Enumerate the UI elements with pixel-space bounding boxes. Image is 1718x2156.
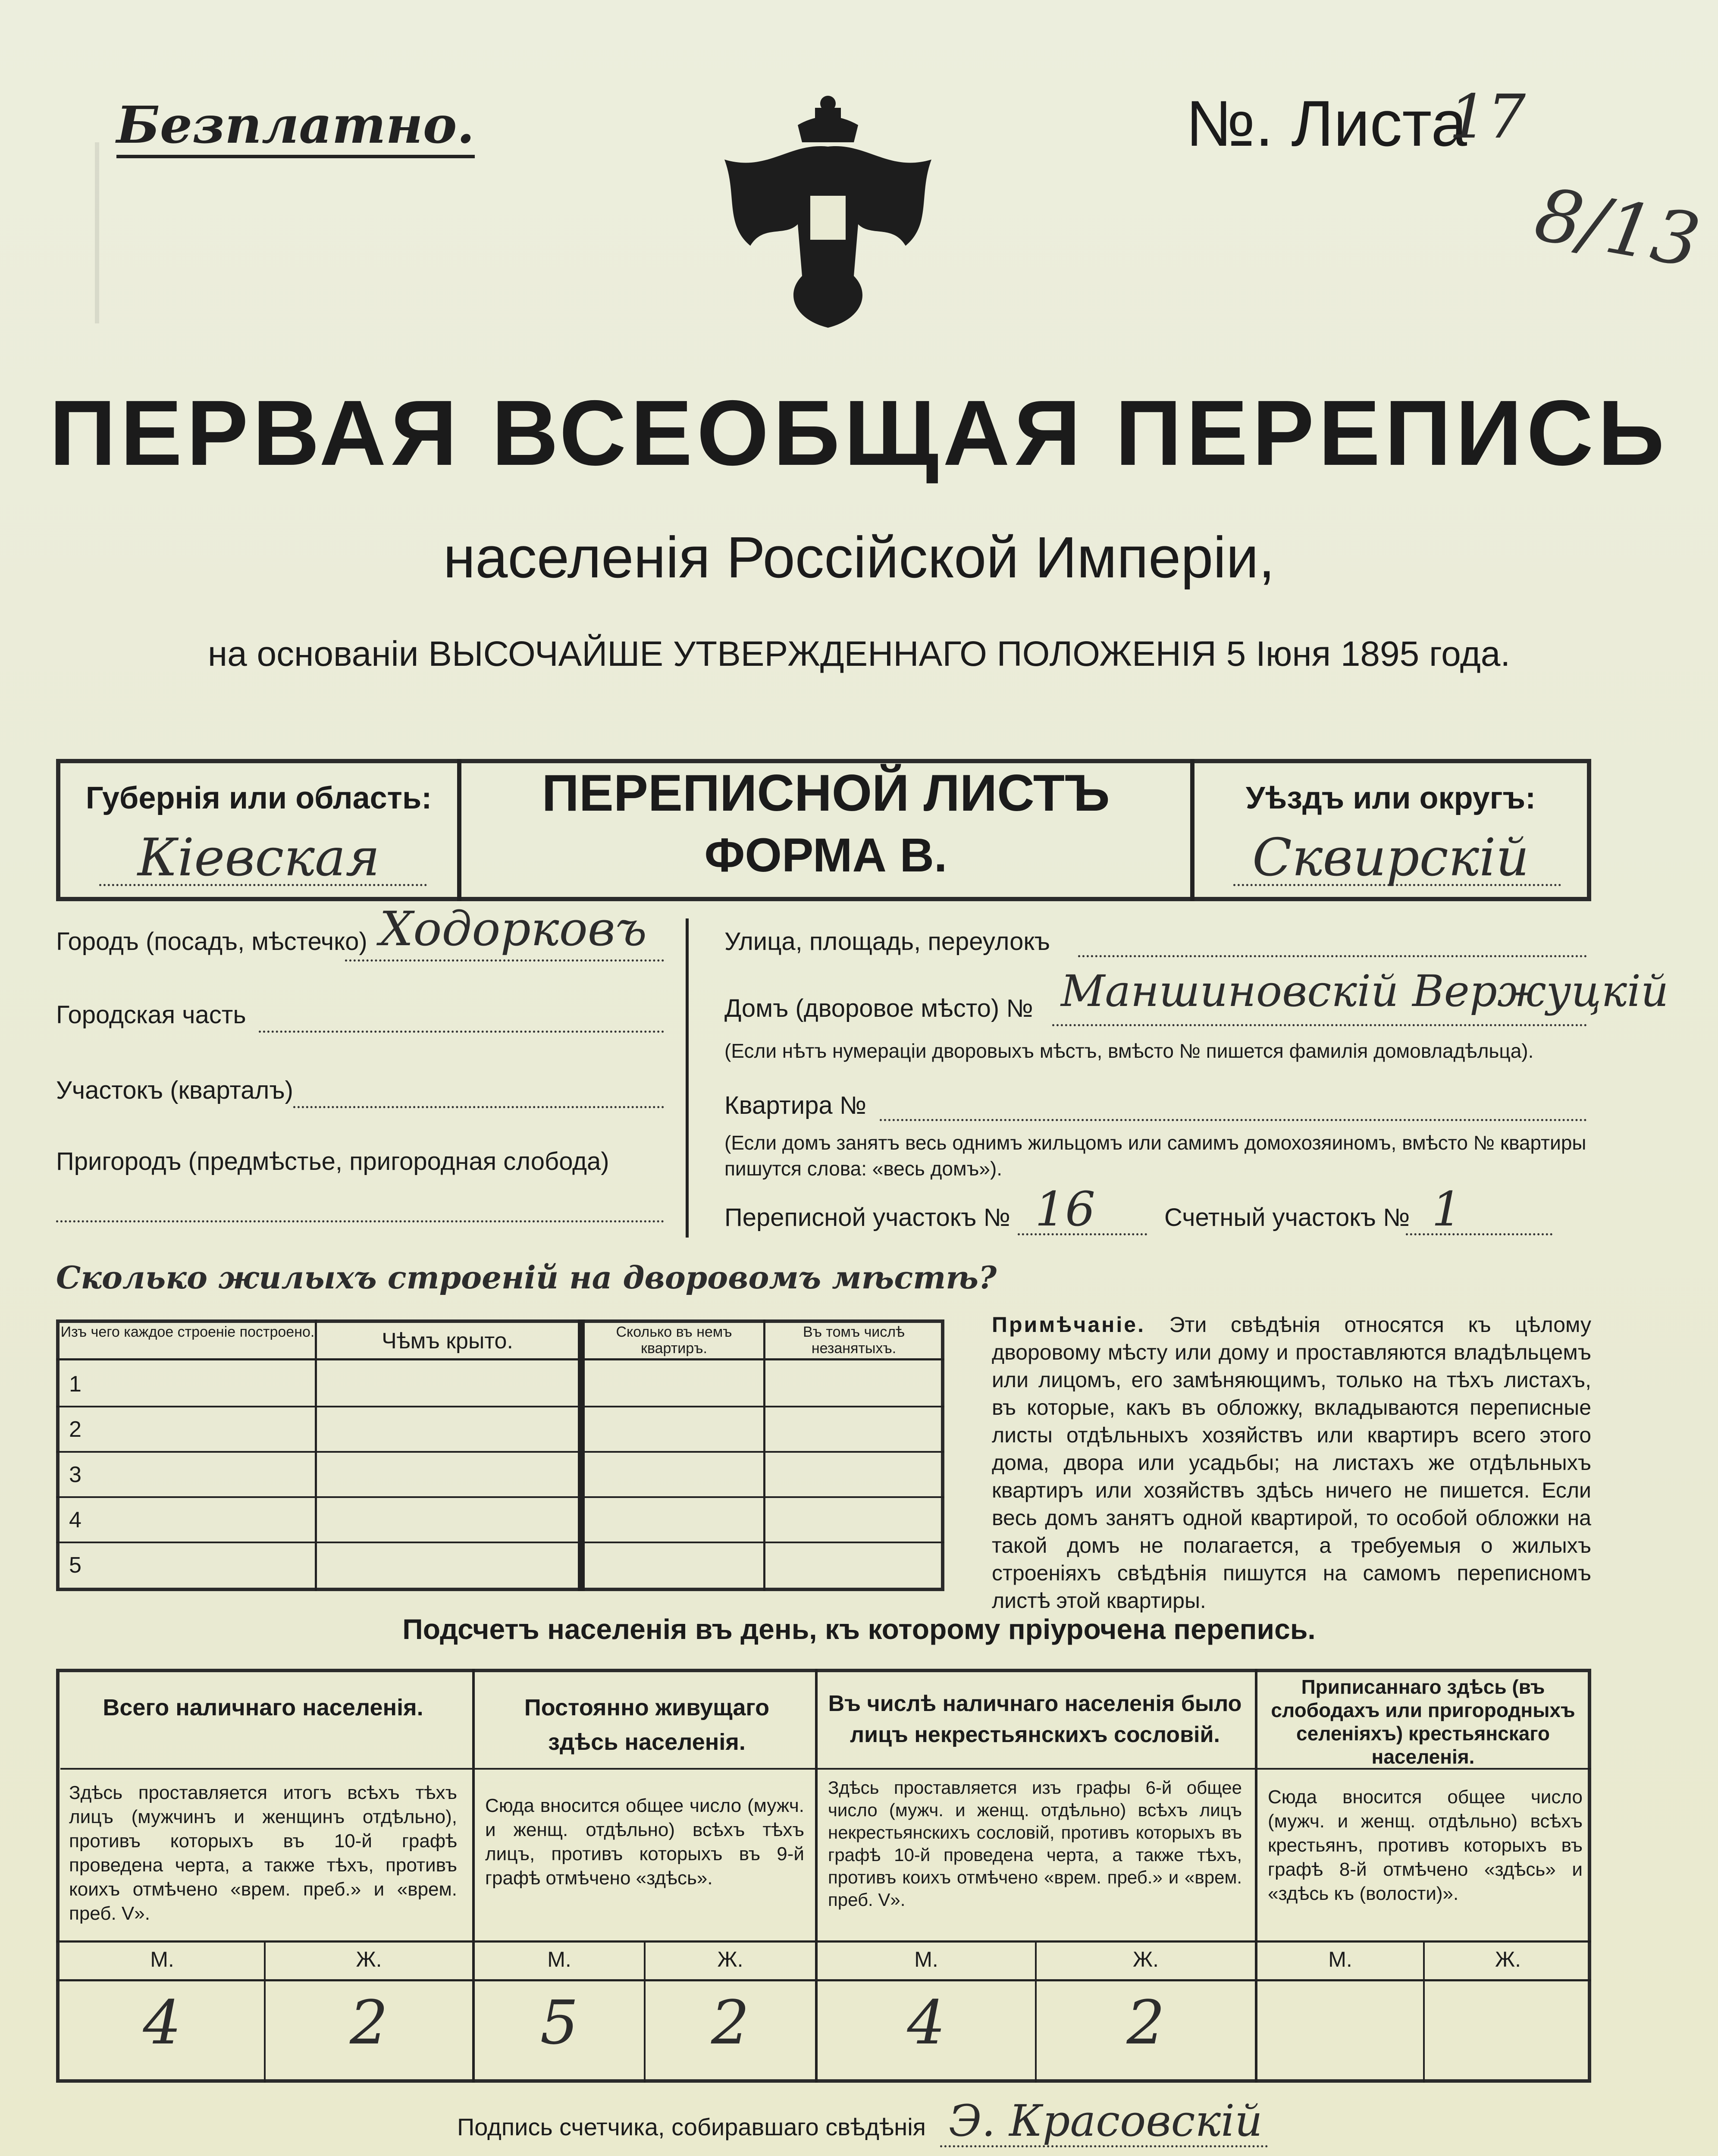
census-district-label: Переписной участокъ №: [724, 1203, 1010, 1232]
buildings-row-3: 3: [69, 1462, 82, 1487]
note-title: Примѣчаніе.: [992, 1313, 1145, 1337]
form-sheet-title: ПЕРЕПИСНОЙ ЛИСТЪ: [542, 764, 1110, 822]
count-col4-head: Приписаннаго здѣсь (въ слободахъ или пригородныхъ селеніяхъ) крестьянскаго населенія.: [1271, 1676, 1575, 1768]
count-title: Подсчетъ населенія въ день, къ которому пріурочена перепись.: [402, 1613, 1316, 1645]
buildings-header-material: Изъ чего каждое строеніе построено.: [60, 1324, 315, 1340]
city-label: Городъ (посадъ, мѣстечко): [56, 928, 367, 956]
buildings-row-1: 1: [69, 1372, 82, 1397]
count-col4-text: Сюда вносится общее число (мужч. и женщ. отдѣльно) всѣхъ крестьянъ, противъ которыхъ въ графѣ 8-й отмѣчено «здѣсь» и «здѣсь къ (волости)».: [1268, 1786, 1583, 1904]
count-col3-text: Здѣсь проставляется изъ графы 6-й общее число (мужч. и женщ. отдѣльно) всѣхъ лицъ некрестьянскихъ сословій, противъ которыхъ въ графѣ 10-й проведена черта, а также тѣхъ, противъ коихъ отмѣчено «врем. преб.» и «врем. преб. V».: [828, 1777, 1242, 1910]
count-col2-f-label: Ж.: [717, 1947, 743, 1971]
buildings-header-apartments: Сколько въ немъ квартиръ.: [616, 1324, 732, 1357]
main-title: ПЕРВАЯ ВСЕОБЩАЯ ПЕРЕПИСЬ: [49, 381, 1669, 485]
apartment-label: Квартира №: [724, 1091, 866, 1119]
bleed-through: [95, 142, 315, 323]
count-col2-text: Сюда вносится общее число (мужч. и женщ. отдѣльно) всѣхъ тѣхъ лицъ, противъ которыхъ въ 9-й графѣ отмѣчено «здѣсь».: [485, 1795, 804, 1889]
uezd-value: Сквирскій: [1252, 828, 1529, 888]
count-col2-m-label: М.: [547, 1947, 571, 1971]
count-col2-f-value: 2: [711, 1988, 750, 2058]
sheet-number-value: 17: [1449, 82, 1526, 152]
apartment-note: (Если домъ занятъ весь однимъ жильцомъ или самимъ домохозяиномъ, вмѣсто № квартиры пишутся слова: «весь домъ»).: [724, 1131, 1586, 1180]
suburb-label: Пригородъ (предмѣстье, пригородная слобода): [56, 1147, 609, 1175]
count-col3-m-value: 4: [907, 1988, 946, 2058]
gubernia-value: Кіевская: [138, 828, 380, 888]
buildings-header-roof: Чѣмъ крыто.: [382, 1329, 513, 1354]
buildings-row-4: 4: [69, 1507, 82, 1532]
count-col1-f-label: Ж.: [356, 1947, 382, 1971]
buildings-row-5: 5: [69, 1553, 82, 1578]
count-col4-m-label: М.: [1328, 1947, 1352, 1971]
city-part-label: Городская часть: [56, 1001, 246, 1029]
count-col3-head: Въ числѣ наличнаго населенія было лицъ некрестьянскихъ сословій.: [828, 1691, 1242, 1747]
counting-district-label: Счетный участокъ №: [1164, 1203, 1410, 1232]
sub-title: населенія Россійской Имперіи,: [443, 525, 1275, 590]
note-text: Эти свѣдѣнія относятся къ цѣлому дворовому мѣсту или дому и проставляются владѣльцемъ или лицомъ, его замѣняющимъ, только на тѣхъ листахъ, въ которые, какъ въ обложку, вкладываются переписные листы отдѣльныхъ хозяйствъ или квартиръ всего этого дома, двора или усадьбы; на листахъ же отдѣльныхъ квартиръ или хозяйствъ здѣсь ничего не пишется. Если весь домъ занятъ одной квартирой, то особой обложки на такой домъ не полагается, а требуемыя о жилыхъ строеніяхъ свѣдѣнія пишутся на самомъ переписномъ листѣ этой квартиры.: [992, 1313, 1591, 1613]
signature-label: Подпись счетчика, собиравшаго свѣдѣнія: [457, 2113, 926, 2140]
archive-mark: 8/13: [1529, 172, 1706, 285]
count-col1-text: Здѣсь проставляется итогъ всѣхъ тѣхъ лицъ (мужчинъ и женщинъ отдѣльно), противъ которыхъ въ 10-й графѣ проведена черта, а также тѣхъ, противъ коихъ отмѣчено «врем. преб.» и «врем. преб. V».: [69, 1782, 457, 1924]
count-col1-head: Всего наличнаго населенія.: [103, 1695, 423, 1720]
buildings-question: Сколько жилыхъ строеній на дворовомъ мѣстѣ?: [56, 1259, 997, 1296]
count-col3-f-label: Ж.: [1132, 1947, 1159, 1971]
buildings-row-2: 2: [69, 1417, 82, 1442]
gubernia-label: Губернія или область:: [85, 781, 432, 815]
house-value: Маншиновскій Вержуцкій: [1061, 966, 1669, 1016]
count-col4-f-label: Ж.: [1495, 1947, 1521, 1971]
street-label: Улица, площадь, переулокъ: [724, 928, 1050, 956]
house-note: (Если нѣтъ нумераціи дворовыхъ мѣстъ, вмѣсто № пишется фамилія домовладѣльца).: [724, 1040, 1534, 1062]
count-col2-head: Постоянно живущаго здѣсь населенія.: [524, 1695, 770, 1755]
basis-title: на основаніи ВЫСОЧАЙШЕ УТВЕРЖДЕННАГО ПОЛОЖЕНІЯ 5 Іюня 1895 года.: [207, 634, 1511, 674]
count-col3-m-label: М.: [914, 1947, 938, 1971]
count-col1-m-label: М.: [150, 1947, 174, 1971]
count-col2-m-value: 5: [540, 1988, 579, 2058]
census-district-value: 16: [1035, 1181, 1095, 1237]
uezd-label: Уѣздъ или округъ:: [1245, 781, 1536, 815]
sheet-number-label: №. Листа: [1186, 87, 1467, 160]
count-col1-f-value: 2: [349, 1988, 389, 2058]
count-col1-m-value: 4: [143, 1988, 182, 2058]
signature-value: Э. Красовскій: [949, 2096, 1263, 2146]
imperial-eagle-icon: [699, 95, 957, 336]
free-label: Безплатно.: [116, 95, 475, 158]
count-col3-f-value: 2: [1126, 1988, 1165, 2058]
district-label: Участокъ (кварталъ): [56, 1076, 293, 1104]
city-value: Ходорковъ: [379, 901, 647, 956]
note-block: [992, 1311, 1591, 1614]
house-label: Домъ (дворовое мѣсто) №: [724, 994, 1033, 1022]
counting-district-value: 1: [1432, 1181, 1462, 1237]
buildings-header-vacant: Въ томъ числѣ незанятыхъ.: [803, 1324, 905, 1357]
form-type-title: ФОРМА В.: [704, 829, 947, 882]
